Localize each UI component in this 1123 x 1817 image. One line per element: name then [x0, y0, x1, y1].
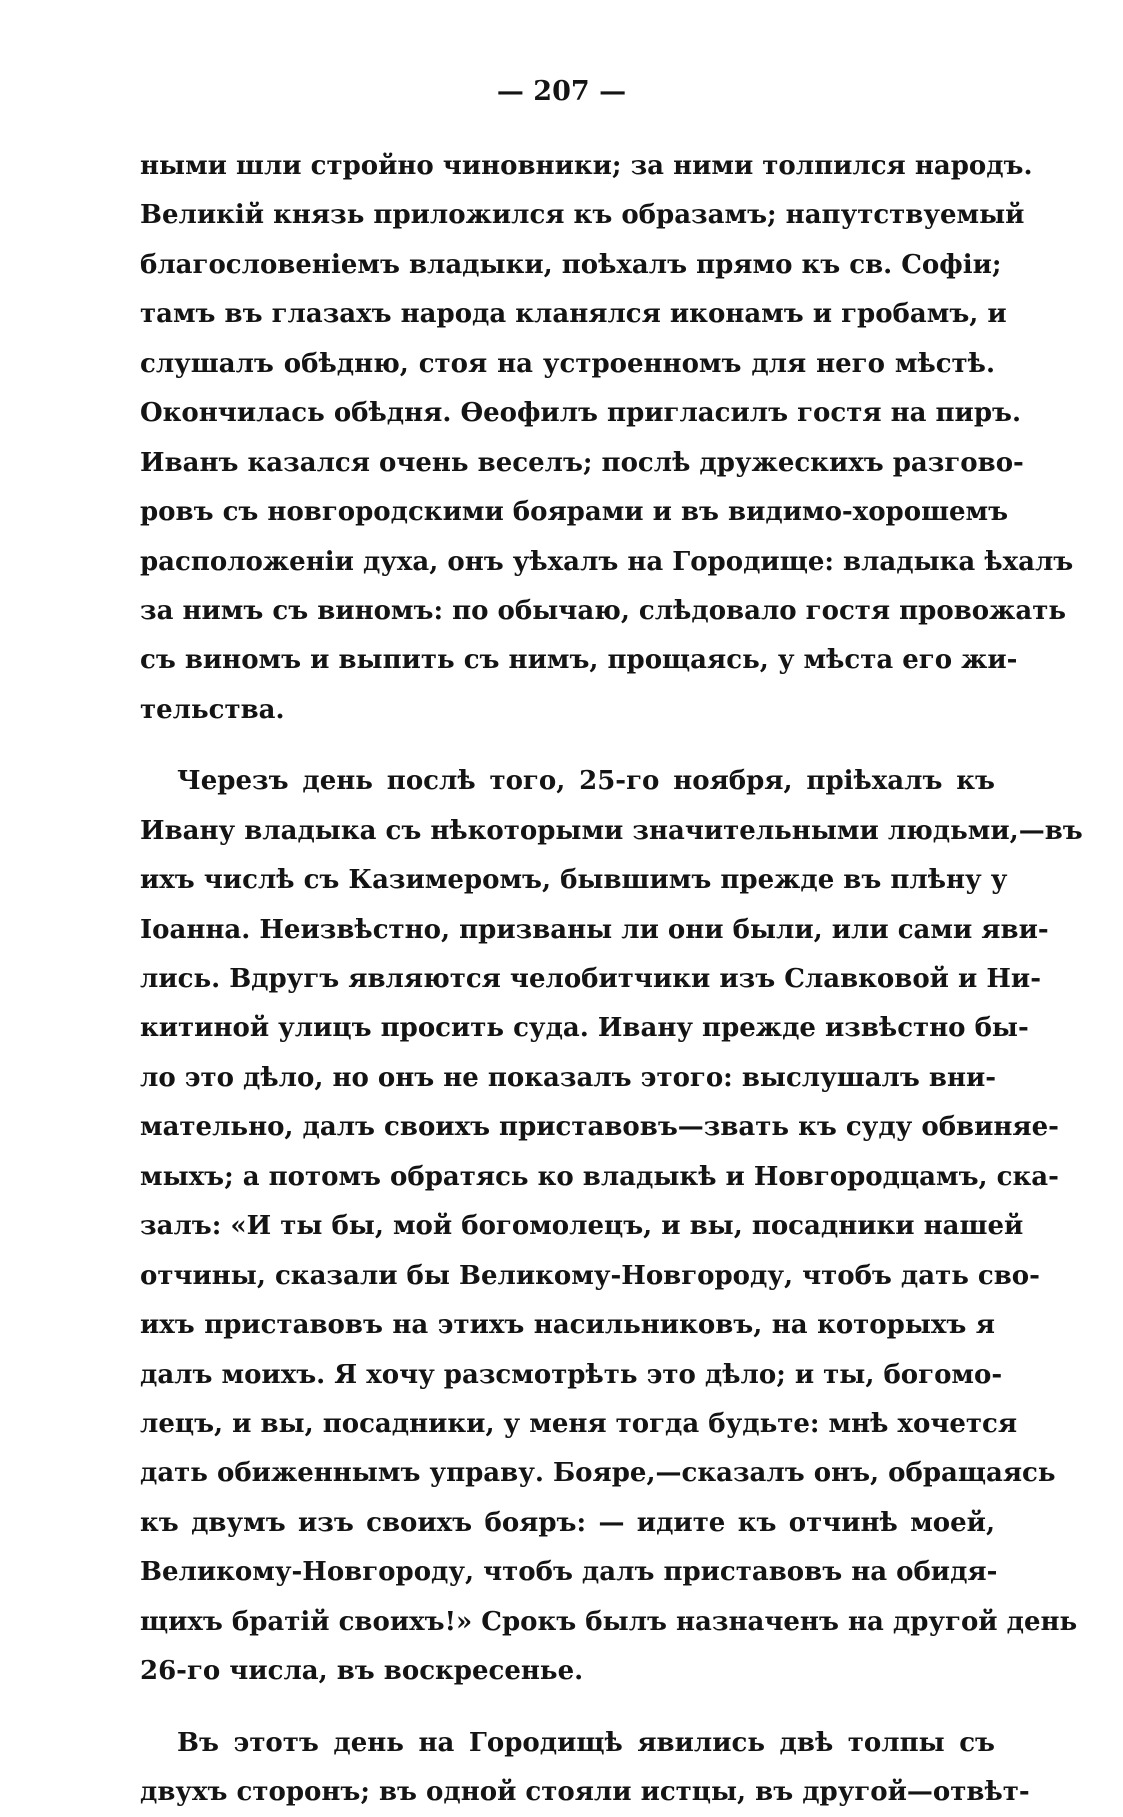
paragraph — [140, 142, 1074, 735]
text-line: щихъ братій своихъ!» Срокъ былъ назначенъ на другой день — [140, 1606, 1078, 1637]
text-line: залъ: «И ты бы, мой богомолецъ, и вы, посадники нашей — [140, 1211, 1024, 1242]
text-line: китиной улицъ просить суда. Ивану прежде извѣстно бы- — [140, 1013, 1029, 1044]
paragraph — [140, 757, 1083, 1696]
text-line: ными шли стройно чиновники; за ними толпился народъ. — [140, 151, 1033, 181]
body-text — [140, 142, 1083, 1817]
page-number: — 207 — — [496, 76, 627, 107]
text-line: Іоанна. Неизвѣстно, призваны ли они были, или сами яви- — [140, 914, 1049, 945]
text-line: лецъ, и вы, посадники, у меня тогда будьте: мнѣ хочется — [140, 1408, 1018, 1439]
text-line: благословеніемъ владыки, поѣхалъ прямо къ св. Софіи; — [140, 249, 1002, 280]
text-line: ровъ съ новгородскими боярами и въ видимо-хорошемъ — [140, 497, 1009, 528]
text-line: слушалъ обѣдню, стоя на устроенномъ для него мѣстѣ. — [140, 348, 995, 379]
text-line: тамъ въ глазахъ народа кланялся иконамъ и гробамъ, и — [140, 299, 1007, 330]
text-line: лись. Вдругъ являются челобитчики изъ Славковой и Ни- — [140, 964, 1041, 994]
text-line: далъ моихъ. Я хочу разсмотрѣть это дѣло; и ты, богомо- — [140, 1359, 1003, 1390]
text-line: ло это дѣло, но онъ не показалъ этого: выслушалъ вни- — [140, 1062, 997, 1093]
text-line: Въ этотъ день на Городищѣ явились двѣ толпы съ — [177, 1727, 995, 1758]
text-line: Ивану владыка съ нѣкоторыми значительными людьми,—въ — [140, 815, 1083, 846]
text-line: за нимъ съ виномъ: по обычаю, слѣдовало гостя провожать — [140, 595, 1066, 626]
text-line: дать обиженнымъ управу. Бояре,—сказалъ онъ, обращаясь — [140, 1458, 1056, 1489]
paragraph-gap — [140, 735, 995, 757]
text-line: Великому-Новгороду, чтобъ далъ приставовъ на обидя- — [140, 1557, 998, 1588]
text-line: расположеніи духа, онъ уѣхалъ на Городище: владыка ѣхалъ — [140, 546, 1074, 577]
text-line: ихъ приставовъ на этихъ насильниковъ, на которыхъ я — [140, 1310, 995, 1341]
text-line: Иванъ казался очень веселъ; послѣ дружескихъ разгово- — [140, 447, 1024, 478]
text-line: тельства. — [140, 694, 285, 725]
paragraph-gap — [140, 1697, 995, 1719]
text-line: Окончилась обѣдня. Ѳеофилъ пригласилъ гостя на пиръ. — [140, 398, 1021, 429]
text-line: Великій князь приложился къ образамъ; напутствуемый — [140, 200, 1025, 231]
text-line: Черезъ день послѣ того, 25-го ноября, пріѣхалъ къ — [177, 766, 995, 797]
text-line: мательно, далъ своихъ приставовъ—звать къ суду обвиняе- — [140, 1112, 1059, 1143]
text-line: отчины, сказали бы Великому-Новгороду, чтобъ дать сво- — [140, 1260, 1040, 1291]
text-line: съ виномъ и выпить съ нимъ, прощаясь, у мѣста его жи- — [140, 645, 1018, 676]
paragraph — [140, 1719, 1030, 1817]
text-line: ихъ числѣ съ Казимеромъ, бывшимъ прежде въ плѣну у — [140, 865, 1008, 896]
text-line: двухъ сторонъ; въ одной стояли истцы, въ другой—отвѣт- — [140, 1777, 1030, 1807]
text-line: 26-го числа, въ воскресенье. — [140, 1656, 584, 1687]
text-line: къ двумъ изъ своихъ бояръ: — идите къ отчинѣ моей, — [140, 1507, 995, 1538]
text-line: мыхъ; а потомъ обратясь ко владыкѣ и Новгородцамъ, ска- — [140, 1161, 1059, 1192]
